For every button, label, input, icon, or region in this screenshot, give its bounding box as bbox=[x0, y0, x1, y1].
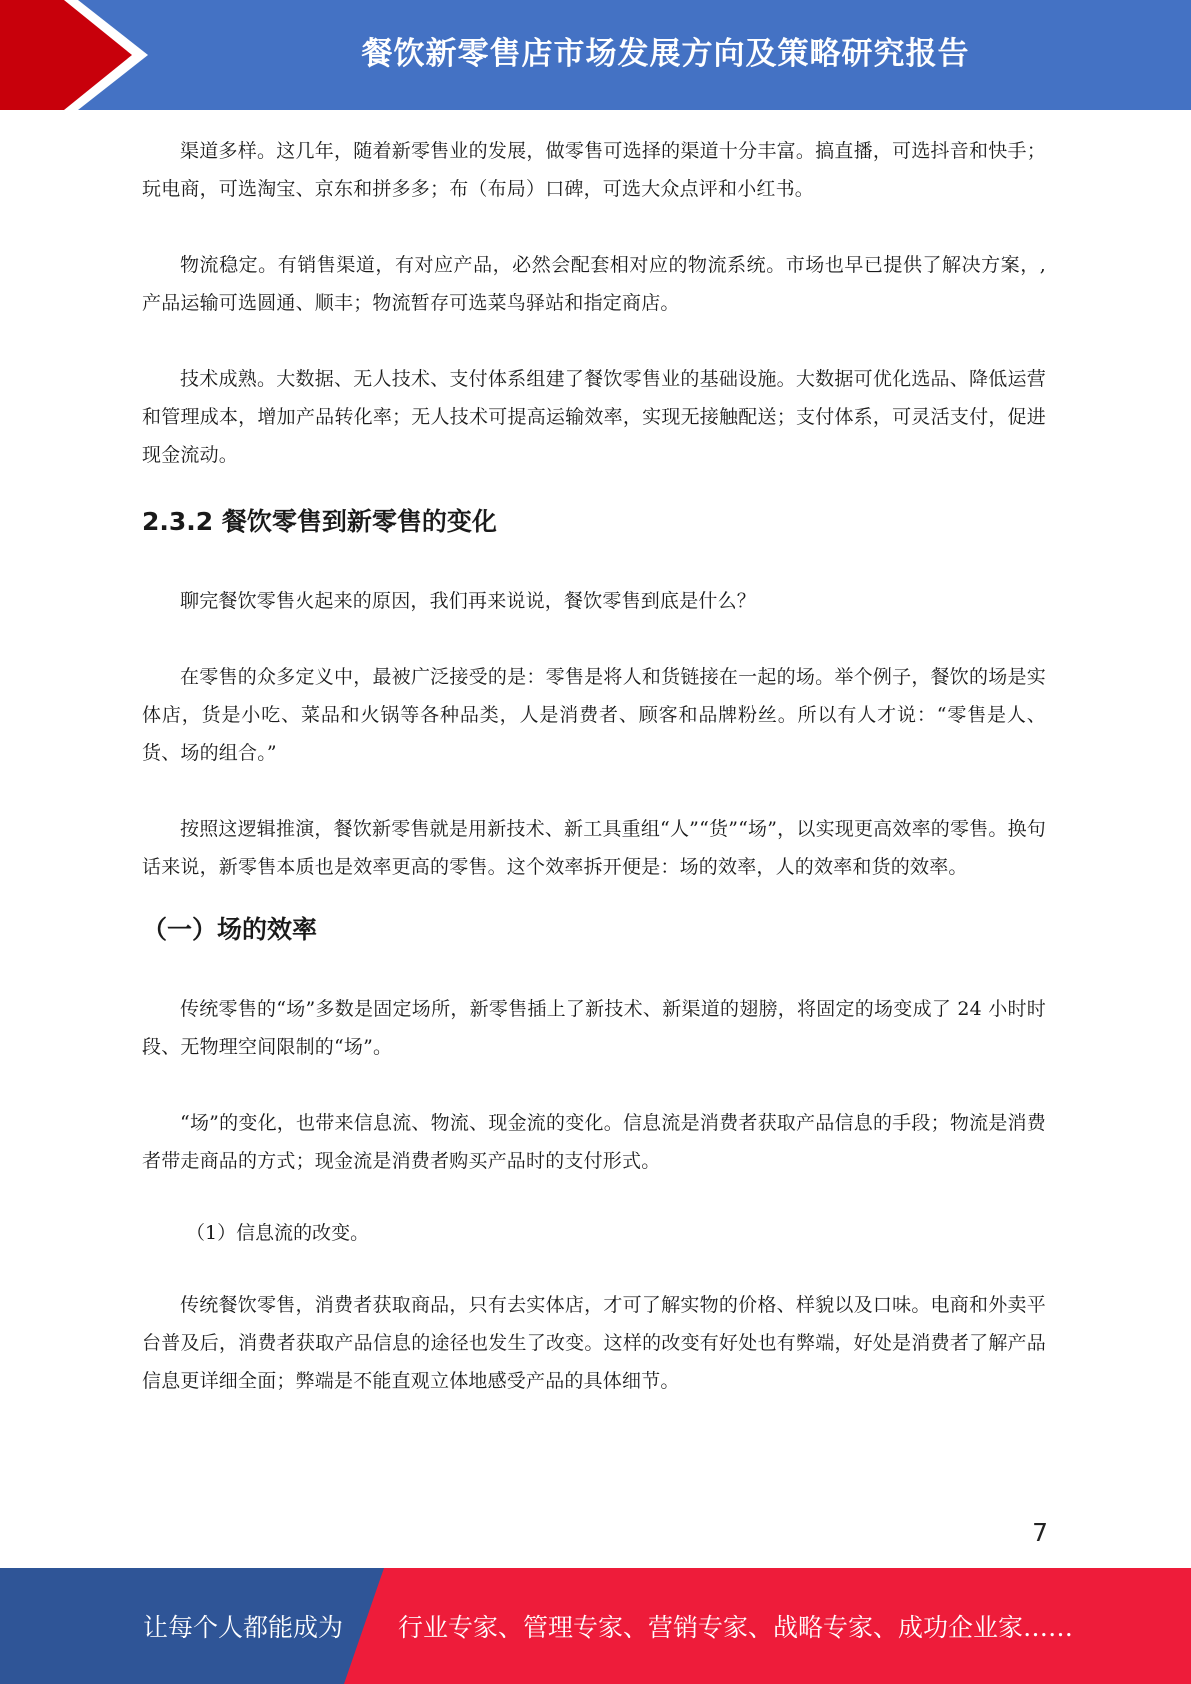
paragraph-flows: “场”的变化，也带来信息流、物流、现金流的变化。信息流是消费者获取产品信息的手段；物流是消费者带走商品的方式；现金流是消费者购买产品时的支付形式。 bbox=[142, 1112, 1046, 1172]
section-heading-2-3-2: 2.3.2 餐饮零售到新零售的变化 bbox=[142, 507, 497, 536]
section-heading-place-efficiency: （一）场的效率 bbox=[142, 915, 318, 944]
page-footer bbox=[0, 1568, 1191, 1684]
page-header bbox=[0, 0, 1191, 110]
header-arrow-icon bbox=[0, 0, 150, 110]
page-number: 7 bbox=[1032, 1518, 1048, 1547]
paragraph-technology: 技术成熟。大数据、无人技术、支付体系组建了餐饮零售业的基础设施。大数据可优化选品、降低运营和管理成本，增加产品转化率；无人技术可提高运输效率，实现无接触配送；支付体系，可灵活支付，促进现金流动。 bbox=[142, 368, 1046, 466]
footer-slogan-left: 让每个人都能成为 bbox=[143, 1613, 344, 1642]
paragraph-traditional-place: 传统零售的“场”多数是固定场所，新零售插上了新技术、新渠道的翅膀，将固定的场变成了 24 小时时段、无物理空间限制的“场”。 bbox=[142, 998, 1046, 1058]
paragraph-information-change: 传统餐饮零售，消费者获取商品，只有去实体店，才可了解实物的价格、样貌以及口味。电商和外卖平台普及后，消费者获取产品信息的途径也发生了改变。这样的改变有好处也有弊端，好处是消费者了解产品信息更详细全面；弊端是不能直观立体地感受产品的具体细节。 bbox=[142, 1294, 1046, 1392]
paragraph-retail-definition: 在零售的众多定义中，最被广泛接受的是：零售是将人和货链接在一起的场。举个例子，餐饮的场是实体店，货是小吃、菜品和火锅等各种品类，人是消费者、顾客和品牌粉丝。所以有人才说：“零售是人、货、场的组合。” bbox=[142, 666, 1046, 764]
paragraph-channels: 渠道多样。这几年，随着新零售业的发展，做零售可选择的渠道十分丰富。搞直播，可选抖音和快手；玩电商，可选淘宝、京东和拼多多；布（布局）口碑，可选大众点评和小红书。 bbox=[142, 140, 1046, 200]
header-title: 餐饮新零售店市场发展方向及策略研究报告 bbox=[361, 35, 970, 72]
paragraph-efficiency: 按照这逻辑推演，餐饮新零售就是用新技术、新工具重组“人”“货”“场”，以实现更高效率的零售。换句话来说，新零售本质也是效率更高的零售。这个效率拆开便是：场的效率，人的效率和货的效率。 bbox=[142, 818, 1046, 878]
footer-slogan-right: 行业专家、管理专家、营销专家、战略专家、成功企业家…… bbox=[398, 1613, 1074, 1642]
document-body bbox=[142, 132, 1046, 1400]
paragraph-logistics: 物流稳定。有销售渠道，有对应产品，必然会配套相对应的物流系统。市场也早已提供了解决方案，,产品运输可选圆通、顺丰；物流暂存可选菜鸟驿站和指定商店。 bbox=[142, 254, 1046, 314]
paragraph-intro-question: 聊完餐饮零售火起来的原因，我们再来说说，餐饮零售到底是什么？ bbox=[180, 590, 757, 612]
subheading-information-flow: （1）信息流的改变。 bbox=[186, 1222, 370, 1244]
